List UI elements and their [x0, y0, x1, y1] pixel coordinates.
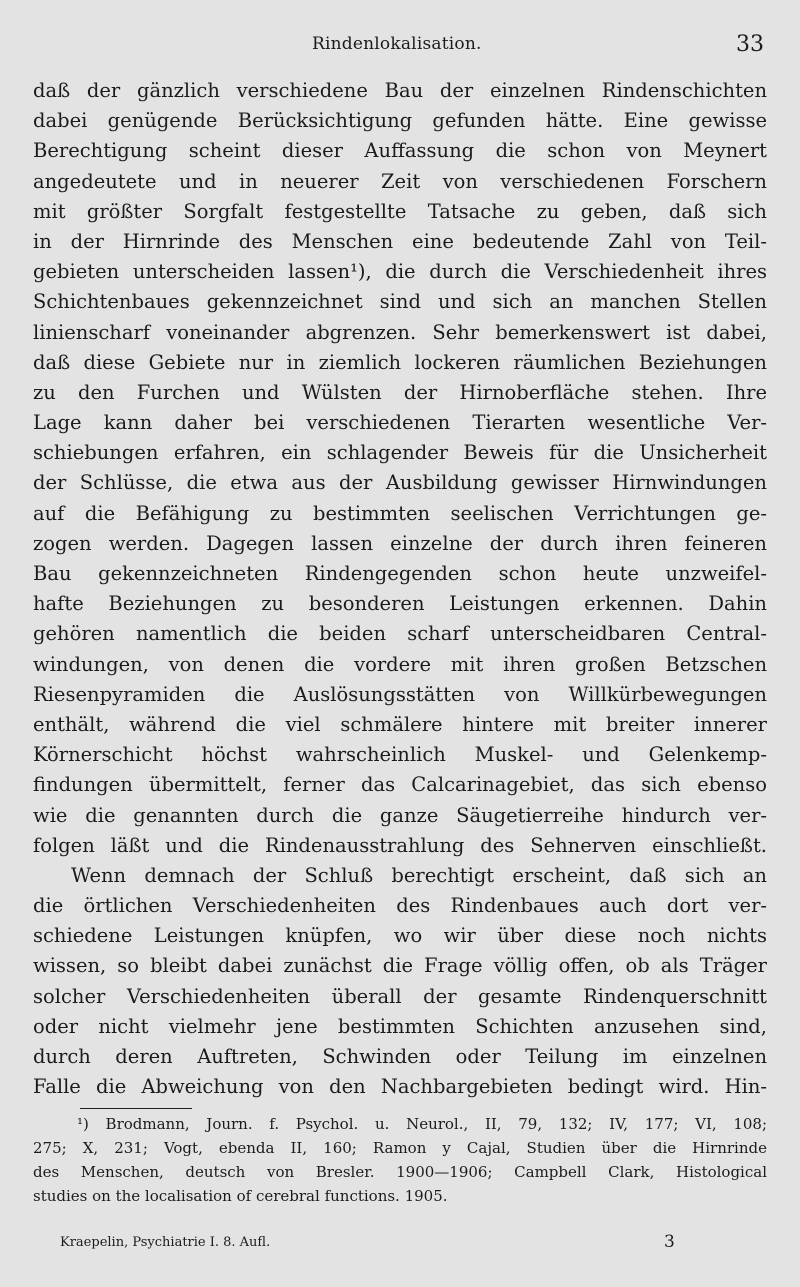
text-line: schiebungen erfahren, ein schlagender Beweis für die Unsicherheit	[33, 441, 767, 465]
text-line: solcher Verschiedenheiten überall der gesamte Rindenquerschnitt	[33, 984, 767, 1008]
text-line: folgen läßt und die Rindenausstrahlung des Sehnerven einschließt.	[33, 833, 767, 857]
paragraph-first-line: Wenn demnach der Schluß berechtigt erscheint, daß sich an	[71, 863, 767, 887]
printer-signature	[0, 1232, 800, 1256]
text-line: gehören namentlich die beiden scharf unterscheidbaren Central-	[33, 622, 767, 646]
footnote-line: des Menschen, deutsch von Bresler. 1900—1906; Campbell Clark, Histological	[33, 1163, 767, 1181]
running-header	[0, 30, 800, 62]
text-line: Körnerschicht höchst wahrscheinlich Muskel- und Gelenkemp-	[33, 743, 767, 767]
text-line: windungen, von denen die vordere mit ihren großen Betzschen	[33, 652, 767, 676]
text-line: Schichtenbaues gekennzeichnet sind und sich an manchen Stellen	[33, 290, 767, 314]
text-line: dabei genügende Berücksichtigung gefunden hätte. Eine gewisse	[33, 109, 767, 133]
text-line: mit größter Sorgfalt festgestellte Tatsache zu geben, daß sich	[33, 199, 767, 223]
text-line: wissen, so bleibt dabei zunächst die Frage völlig offen, ob als Träger	[33, 954, 767, 978]
text-line: Lage kann daher bei verschiedenen Tierarten wesentliche Ver-	[33, 411, 767, 435]
text-line: gebieten unterscheiden lassen¹), die durch die Verschiedenheit ihres	[33, 260, 767, 284]
signature-text: Kraepelin, Psychiatrie I. 8. Aufl.	[60, 1235, 271, 1250]
text-line: der Schlüsse, die etwa aus der Ausbildung gewisser Hirnwindungen	[33, 471, 767, 495]
text-line: in der Hirnrinde des Menschen eine bedeutende Zahl von Teil-	[33, 229, 767, 253]
text-line: daß diese Gebiete nur in ziemlich lockeren räumlichen Beziehungen	[33, 350, 767, 374]
text-line: schiedene Leistungen knüpfen, wo wir über diese noch nichts	[33, 924, 767, 948]
text-line: daß der gänzlich verschiedene Bau der einzelnen Rindenschichten	[33, 79, 767, 102]
text-line: Falle die Abweichung von den Nachbargebieten bedingt wird. Hin-	[33, 1075, 767, 1099]
text-line: angedeutete und in neuerer Zeit von verschiedenen Forschern	[33, 169, 767, 193]
text-line: zu den Furchen und Wülsten der Hirnoberfläche stehen. Ihre	[33, 380, 767, 404]
body-text	[33, 76, 767, 1102]
page-number: 33	[736, 32, 764, 57]
footnote-divider	[80, 1108, 192, 1109]
text-line: enthält, während die viel schmälere hintere mit breiter innerer	[33, 712, 767, 736]
footnotes	[33, 1112, 767, 1208]
footnote-line: ¹) Brodmann, Journ. f. Psychol. u. Neurol., II, 79, 132; IV, 177; VI, 108;	[77, 1115, 767, 1133]
footnote-line: 275; X, 231; Vogt, ebenda II, 160; Ramon y Cajal, Studien über die Hirnrinde	[33, 1139, 767, 1157]
text-line: Bau gekennzeichneten Rindengegenden schon heute unzweifel-	[33, 562, 767, 585]
text-line: oder nicht vielmehr jene bestimmten Schichten anzusehen sind,	[33, 1014, 767, 1038]
text-line: linienscharf voneinander abgrenzen. Sehr bemerkenswert ist dabei,	[33, 320, 767, 344]
text-line: auf die Befähigung zu bestimmten seelischen Verrichtungen ge-	[33, 501, 767, 525]
text-line: durch deren Auftreten, Schwinden oder Teilung im einzelnen	[33, 1045, 767, 1068]
text-line: Berechtigung scheint dieser Auffassung die schon von Meynert	[33, 139, 767, 163]
signature-mark: 3	[664, 1232, 675, 1252]
text-line: hafte Beziehungen zu besonderen Leistungen erkennen. Dahin	[33, 592, 767, 616]
footnote-line: studies on the localisation of cerebral functions. 1905.	[33, 1187, 448, 1205]
text-line: findungen übermittelt, ferner das Calcarinagebiet, das sich ebenso	[33, 773, 767, 797]
text-line: wie die genannten durch die ganze Säugetierreihe hindurch ver-	[33, 803, 767, 827]
text-line: Riesenpyramiden die Auslösungsstätten von Willkürbewegungen	[33, 682, 767, 706]
text-line: die örtlichen Verschiedenheiten des Rindenbaues auch dort ver-	[33, 894, 767, 918]
text-line: zogen werden. Dagegen lassen einzelne der durch ihren feineren	[33, 531, 767, 555]
running-title: Rindenlokalisation.	[312, 34, 482, 54]
